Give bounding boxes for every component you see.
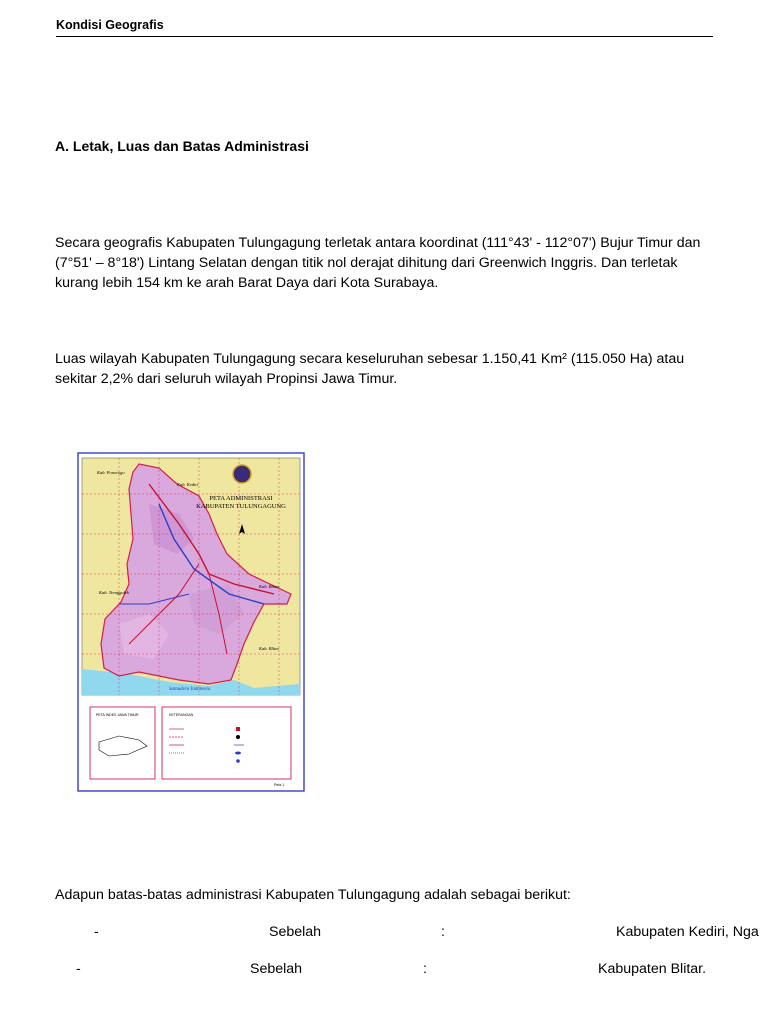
boundary-dash: - <box>94 924 99 940</box>
map-title-line1: PETA ADMINISTRASI <box>209 495 273 502</box>
boundary-colon: : <box>423 961 427 977</box>
label-blitar-2: Kab. Blitar <box>259 646 280 651</box>
legend-title: KETERANGAN <box>169 713 194 717</box>
location-paragraph: Secara geografis Kabupaten Tulungagung terletak antara koordinat (111°43' - 112°07') Bujur Timur dan (7°51' – 8°18') Lintang Selatan dengan titik nol derajat dihitung dari Greenwich Inggris. Dan terletak kurang lebih 154 km ke arah Barat Daya dari Kota Surabaya. <box>55 235 701 291</box>
label-kediri: Kab. Kediri <box>177 482 199 487</box>
area-paragraph: Luas wilayah Kabupaten Tulungagung secara keseluruhan sebesar 1.150,41 Km² (115.050 Ha) atau sekitar 2,2% dari seluruh wilayah Propinsi Jawa Timur. <box>55 351 685 387</box>
page-header <box>56 17 713 37</box>
boundary-row <box>0 961 768 981</box>
label-trenggalek: Kab. Trenggalek <box>99 590 129 595</box>
administrative-map-figure <box>59 444 312 806</box>
regency-emblem-icon <box>233 465 251 483</box>
boundary-value: Kabupaten Blitar. <box>598 961 707 977</box>
label-blitar-1: Kab. Blitar <box>259 584 280 589</box>
section-heading: A. Letak, Luas dan Batas Administrasi <box>55 138 309 154</box>
boundary-direction: Sebelah <box>250 961 303 977</box>
boundary-row <box>0 924 768 944</box>
map-footer: Peta 1 <box>274 783 285 787</box>
administrative-map <box>59 444 312 806</box>
boundary-direction: Sebelah <box>269 924 322 940</box>
boundary-colon: : <box>441 924 445 940</box>
index-map-title: PETA INDEX JAWA TIMUR <box>96 713 139 717</box>
label-ponorogo: Kab. Ponorogo <box>97 470 125 475</box>
map-title-line2: KABUPATEN TULUNGAGUNG <box>196 503 286 510</box>
header-title: Kondisi Geografis <box>56 18 164 32</box>
label-ocean: Samudera Indonesia <box>169 687 211 692</box>
boundaries-intro-paragraph: Adapun batas-batas administrasi Kabupaten Tulungagung adalah sebagai berikut: <box>55 887 571 903</box>
boundary-value: Kabupaten Kediri, Nga <box>616 924 759 940</box>
legend-box <box>162 707 291 779</box>
boundary-dash: - <box>76 961 81 977</box>
